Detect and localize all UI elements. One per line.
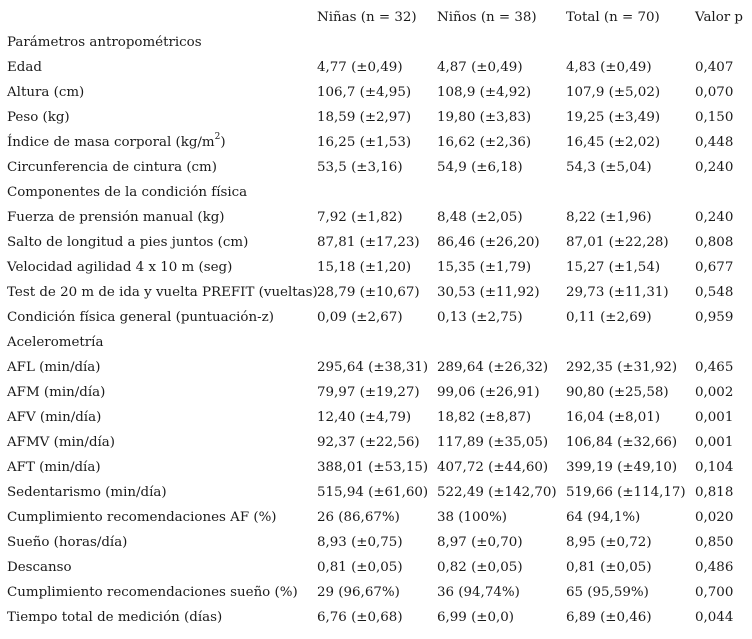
cell-p-value: 0,104 bbox=[695, 460, 734, 475]
table-row bbox=[0, 255, 752, 280]
cell-p-value: 0,548 bbox=[695, 285, 734, 300]
cell-total: 4,83 (±0,49) bbox=[566, 60, 652, 75]
cell-p-value: 0,486 bbox=[695, 560, 734, 575]
cell-p-value: 0,850 bbox=[695, 535, 734, 550]
cell-p-value: 0,002 bbox=[695, 385, 734, 400]
cell-total: 54,3 (±5,04) bbox=[566, 160, 652, 175]
row-label-text: Índice de masa corporal (kg/m bbox=[7, 135, 215, 150]
row-label: Condición física general (puntuación-z) bbox=[7, 310, 274, 325]
cell-total: 0,11 (±2,69) bbox=[566, 310, 652, 325]
cell-p-value: 0,700 bbox=[695, 585, 734, 600]
table-row bbox=[0, 130, 752, 155]
cell-ninos: 38 (100%) bbox=[437, 510, 508, 525]
cell-ninos: 86,46 (±26,20) bbox=[437, 235, 540, 250]
table-row bbox=[0, 80, 752, 105]
cell-p-value: 0,020 bbox=[695, 510, 734, 525]
cell-ninas: 4,77 (±0,49) bbox=[317, 60, 403, 75]
cell-p-value: 0,240 bbox=[695, 210, 734, 225]
cell-ninas: 15,18 (±1,20) bbox=[317, 260, 412, 275]
cell-ninas: 388,01 (±53,15) bbox=[317, 460, 429, 475]
table-row bbox=[0, 405, 752, 430]
table-row bbox=[0, 555, 752, 580]
cell-ninas: 16,25 (±1,53) bbox=[317, 135, 412, 150]
cell-ninos: 0,82 (±0,05) bbox=[437, 560, 523, 575]
row-label: Test de 20 m de ida y vuelta PREFIT (vueltas) bbox=[7, 285, 318, 300]
cell-total: 8,22 (±1,96) bbox=[566, 210, 652, 225]
cell-ninas: 29 (96,67%) bbox=[317, 585, 400, 600]
cell-ninas: 18,59 (±2,97) bbox=[317, 110, 412, 125]
cell-ninas: 26 (86,67%) bbox=[317, 510, 400, 525]
cell-total: 399,19 (±49,10) bbox=[566, 460, 678, 475]
cell-total: 90,80 (±25,58) bbox=[566, 385, 669, 400]
table-row bbox=[0, 455, 752, 480]
table-row bbox=[0, 355, 752, 380]
cell-total: 6,89 (±0,46) bbox=[566, 610, 652, 625]
cell-ninas: 7,92 (±1,82) bbox=[317, 210, 403, 225]
row-label: Sueño (horas/día) bbox=[7, 535, 128, 550]
cell-total: 87,01 (±22,28) bbox=[566, 235, 669, 250]
row-label: Cumplimiento recomendaciones sueño (%) bbox=[7, 585, 298, 600]
cell-p-value: 0,448 bbox=[695, 135, 734, 150]
cell-ninas: 515,94 (±61,60) bbox=[317, 485, 429, 500]
cell-ninos: 4,87 (±0,49) bbox=[437, 60, 523, 75]
row-label bbox=[7, 130, 226, 155]
cell-total: 16,45 (±2,02) bbox=[566, 135, 661, 150]
cell-ninos: 8,48 (±2,05) bbox=[437, 210, 523, 225]
table-header-row bbox=[0, 5, 752, 30]
cell-p-value: 0,808 bbox=[695, 235, 734, 250]
table-row bbox=[0, 280, 752, 305]
section-header-row bbox=[0, 30, 752, 55]
cell-total: 292,35 (±31,92) bbox=[566, 360, 678, 375]
cell-ninos: 6,99 (±0,0) bbox=[437, 610, 515, 625]
row-label: Descanso bbox=[7, 560, 72, 575]
table-row bbox=[0, 430, 752, 455]
row-label: AFV (min/día) bbox=[7, 410, 102, 425]
cell-p-value: 0,959 bbox=[695, 310, 734, 325]
table-row bbox=[0, 305, 752, 330]
section-title: Parámetros antropométricos bbox=[7, 35, 202, 50]
table-row bbox=[0, 55, 752, 80]
cell-ninas: 87,81 (±17,23) bbox=[317, 235, 420, 250]
header-total: Total (n = 70) bbox=[566, 10, 660, 25]
cell-ninos: 117,89 (±35,05) bbox=[437, 435, 549, 450]
row-label: AFT (min/día) bbox=[7, 460, 101, 475]
cell-ninos: 36 (94,74%) bbox=[437, 585, 520, 600]
cell-ninas: 106,7 (±4,95) bbox=[317, 85, 412, 100]
row-label: Fuerza de prensión manual (kg) bbox=[7, 210, 225, 225]
cell-p-value: 0,150 bbox=[695, 110, 734, 125]
cell-ninas: 53,5 (±3,16) bbox=[317, 160, 403, 175]
cell-total: 8,95 (±0,72) bbox=[566, 535, 652, 550]
table-row bbox=[0, 230, 752, 255]
row-label-superscript: 2 bbox=[214, 131, 221, 142]
row-label: Tiempo total de medición (días) bbox=[7, 610, 223, 625]
cell-p-value: 0,465 bbox=[695, 360, 734, 375]
cell-total: 0,81 (±0,05) bbox=[566, 560, 652, 575]
cell-ninas: 0,81 (±0,05) bbox=[317, 560, 403, 575]
header-ninos: Niños (n = 38) bbox=[437, 10, 537, 25]
cell-p-value: 0,070 bbox=[695, 85, 734, 100]
cell-ninas: 92,37 (±22,56) bbox=[317, 435, 420, 450]
cell-total: 19,25 (±3,49) bbox=[566, 110, 661, 125]
table-row bbox=[0, 480, 752, 505]
cell-total: 106,84 (±32,66) bbox=[566, 435, 678, 450]
table-row bbox=[0, 605, 752, 630]
cell-total: 64 (94,1%) bbox=[566, 510, 641, 525]
row-label: Sedentarismo (min/día) bbox=[7, 485, 167, 500]
cell-ninas: 295,64 (±38,31) bbox=[317, 360, 429, 375]
cell-ninas: 12,40 (±4,79) bbox=[317, 410, 412, 425]
cell-ninos: 289,64 (±26,32) bbox=[437, 360, 549, 375]
row-label: Circunferencia de cintura (cm) bbox=[7, 160, 217, 175]
row-label: AFMV (min/día) bbox=[7, 435, 116, 450]
row-label: AFM (min/día) bbox=[7, 385, 106, 400]
row-label: Velocidad agilidad 4 x 10 m (seg) bbox=[7, 260, 233, 275]
section-title: Componentes de la condición física bbox=[7, 185, 248, 200]
table-row bbox=[0, 380, 752, 405]
cell-ninas: 8,93 (±0,75) bbox=[317, 535, 403, 550]
cell-total: 29,73 (±11,31) bbox=[566, 285, 669, 300]
section-header-row bbox=[0, 330, 752, 355]
section-header-row bbox=[0, 180, 752, 205]
cell-ninas: 0,09 (±2,67) bbox=[317, 310, 403, 325]
header-p-value: Valor p bbox=[695, 10, 743, 25]
table-row bbox=[0, 155, 752, 180]
cell-p-value: 0,001 bbox=[695, 435, 734, 450]
cell-ninos: 16,62 (±2,36) bbox=[437, 135, 532, 150]
cell-ninos: 0,13 (±2,75) bbox=[437, 310, 523, 325]
row-label: Salto de longitud a pies juntos (cm) bbox=[7, 235, 249, 250]
cell-p-value: 0,044 bbox=[695, 610, 734, 625]
cell-p-value: 0,240 bbox=[695, 160, 734, 175]
cell-ninos: 19,80 (±3,83) bbox=[437, 110, 532, 125]
section-title: Acelerometría bbox=[7, 335, 104, 350]
cell-ninos: 108,9 (±4,92) bbox=[437, 85, 532, 100]
cell-p-value: 0,407 bbox=[695, 60, 734, 75]
table-row bbox=[0, 530, 752, 555]
cell-ninos: 30,53 (±11,92) bbox=[437, 285, 540, 300]
cell-ninos: 18,82 (±8,87) bbox=[437, 410, 532, 425]
table-row bbox=[0, 505, 752, 530]
cell-total: 65 (95,59%) bbox=[566, 585, 649, 600]
cell-total: 519,66 (±114,17) bbox=[566, 485, 686, 500]
row-label-end: ) bbox=[220, 135, 226, 150]
row-label: Edad bbox=[7, 60, 42, 75]
row-label: Cumplimiento recomendaciones AF (%) bbox=[7, 510, 277, 525]
cell-p-value: 0,677 bbox=[695, 260, 734, 275]
row-label: Altura (cm) bbox=[7, 85, 85, 100]
row-label: Peso (kg) bbox=[7, 110, 70, 125]
cell-ninos: 54,9 (±6,18) bbox=[437, 160, 523, 175]
cell-ninos: 522,49 (±142,70) bbox=[437, 485, 557, 500]
cell-p-value: 0,001 bbox=[695, 410, 734, 425]
cell-ninos: 15,35 (±1,79) bbox=[437, 260, 532, 275]
row-label: AFL (min/día) bbox=[7, 360, 101, 375]
cell-ninos: 8,97 (±0,70) bbox=[437, 535, 523, 550]
cell-ninas: 28,79 (±10,67) bbox=[317, 285, 420, 300]
cell-ninos: 99,06 (±26,91) bbox=[437, 385, 540, 400]
table-row bbox=[0, 205, 752, 230]
header-ninas: Niñas (n = 32) bbox=[317, 10, 417, 25]
cell-ninas: 6,76 (±0,68) bbox=[317, 610, 403, 625]
table-row bbox=[0, 105, 752, 130]
cell-total: 16,04 (±8,01) bbox=[566, 410, 661, 425]
cell-p-value: 0,818 bbox=[695, 485, 734, 500]
table-row bbox=[0, 580, 752, 605]
cell-total: 107,9 (±5,02) bbox=[566, 85, 661, 100]
cell-ninos: 407,72 (±44,60) bbox=[437, 460, 549, 475]
cell-ninas: 79,97 (±19,27) bbox=[317, 385, 420, 400]
cell-total: 15,27 (±1,54) bbox=[566, 260, 661, 275]
